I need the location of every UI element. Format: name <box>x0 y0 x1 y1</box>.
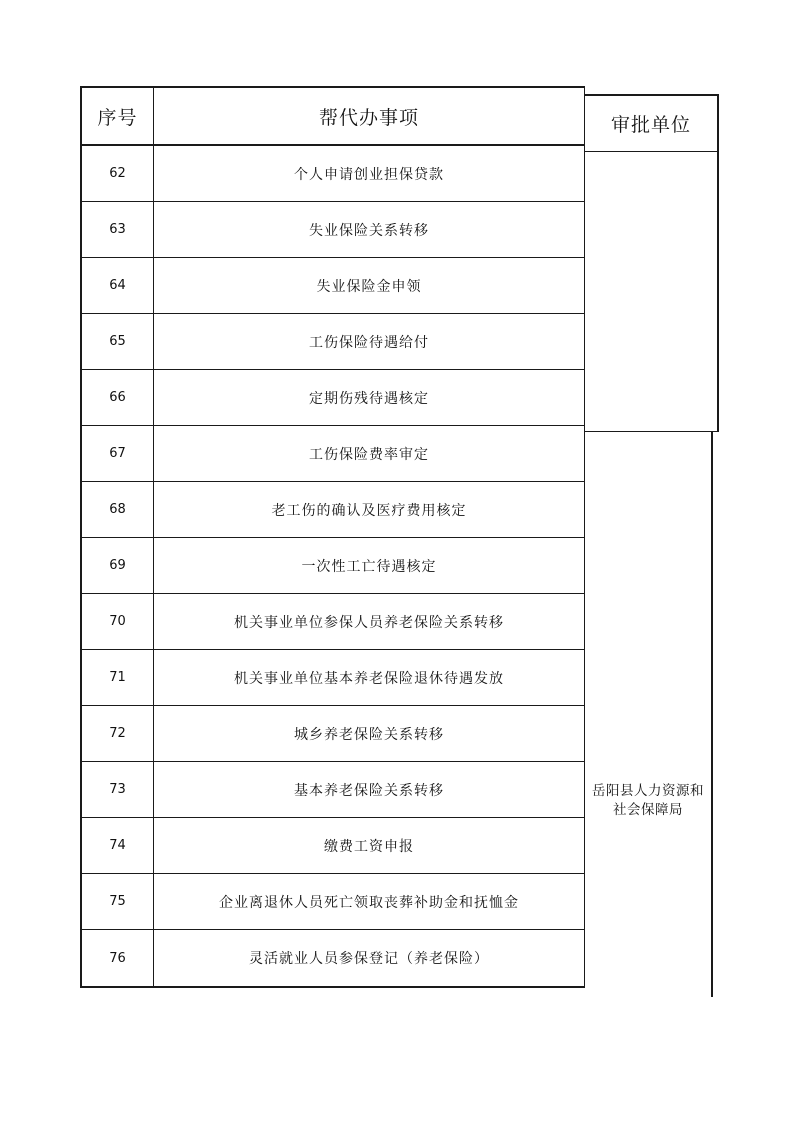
service-item-cell: 老工伤的确认及医疗费用核定 <box>271 502 467 519</box>
serial-number-cell: 76 <box>82 930 154 986</box>
header-serial-number: 序号 <box>82 88 154 144</box>
table-header-row <box>82 88 584 146</box>
serial-number-cell: 70 <box>82 594 154 649</box>
table-row <box>82 538 584 594</box>
table-row <box>82 818 584 874</box>
table-row <box>82 650 584 706</box>
service-item-cell: 工伤保险费率审定 <box>309 446 429 463</box>
table-body <box>82 146 584 986</box>
service-item-cell: 企业离退休人员死亡领取丧葬补助金和抚恤金 <box>219 894 519 911</box>
table-row <box>82 482 584 538</box>
service-item-cell: 城乡养老保险关系转移 <box>294 726 444 743</box>
service-item-cell: 个人申请创业担保贷款 <box>294 166 444 183</box>
service-item-cell: 机关事业单位参保人员养老保险关系转移 <box>234 614 504 631</box>
table-row <box>82 930 584 986</box>
service-item-cell: 失业保险关系转移 <box>309 222 429 239</box>
serial-number-cell: 67 <box>82 426 154 481</box>
service-item-cell: 失业保险金申领 <box>316 278 422 295</box>
approval-unit-cell-2 <box>585 432 713 997</box>
header-service-item: 帮代办事项 <box>318 106 419 129</box>
table-row <box>82 706 584 762</box>
serial-number-cell: 71 <box>82 650 154 705</box>
table-row <box>82 370 584 426</box>
table-row <box>82 594 584 650</box>
serial-number-cell: 72 <box>82 706 154 761</box>
items-table <box>80 86 585 988</box>
table-row <box>82 314 584 370</box>
table-row <box>82 874 584 930</box>
approval-unit-name-line2: 社会保障局 <box>613 802 683 818</box>
service-item-cell: 定期伤残待遇核定 <box>309 390 429 407</box>
table-row <box>82 146 584 202</box>
serial-number-cell: 69 <box>82 538 154 593</box>
serial-number-cell: 65 <box>82 314 154 369</box>
serial-number-cell: 63 <box>82 202 154 257</box>
service-item-cell: 工伤保险待遇给付 <box>309 334 429 351</box>
serial-number-cell: 73 <box>82 762 154 817</box>
service-item-cell: 机关事业单位基本养老保险退休待遇发放 <box>234 670 504 687</box>
serial-number-cell: 68 <box>82 482 154 537</box>
service-item-cell: 缴费工资申报 <box>324 838 414 855</box>
serial-number-cell: 62 <box>82 146 154 201</box>
serial-number-cell: 64 <box>82 258 154 313</box>
serial-number-cell: 74 <box>82 818 154 873</box>
service-item-cell: 一次性工亡待遇核定 <box>301 558 437 575</box>
approval-unit-cell-1 <box>585 152 719 432</box>
service-item-cell: 基本养老保险关系转移 <box>294 782 444 799</box>
serial-number-cell: 75 <box>82 874 154 929</box>
header-approval-unit: 审批单位 <box>585 94 719 152</box>
approval-unit-name <box>585 782 711 820</box>
service-item-cell: 灵活就业人员参保登记（养老保险） <box>249 951 489 967</box>
table-row <box>82 762 584 818</box>
table-row <box>82 258 584 314</box>
approval-unit-name-line1: 岳阳县人力资源和 <box>592 783 704 799</box>
serial-number-cell: 66 <box>82 370 154 425</box>
table-row <box>82 202 584 258</box>
table-row <box>82 426 584 482</box>
